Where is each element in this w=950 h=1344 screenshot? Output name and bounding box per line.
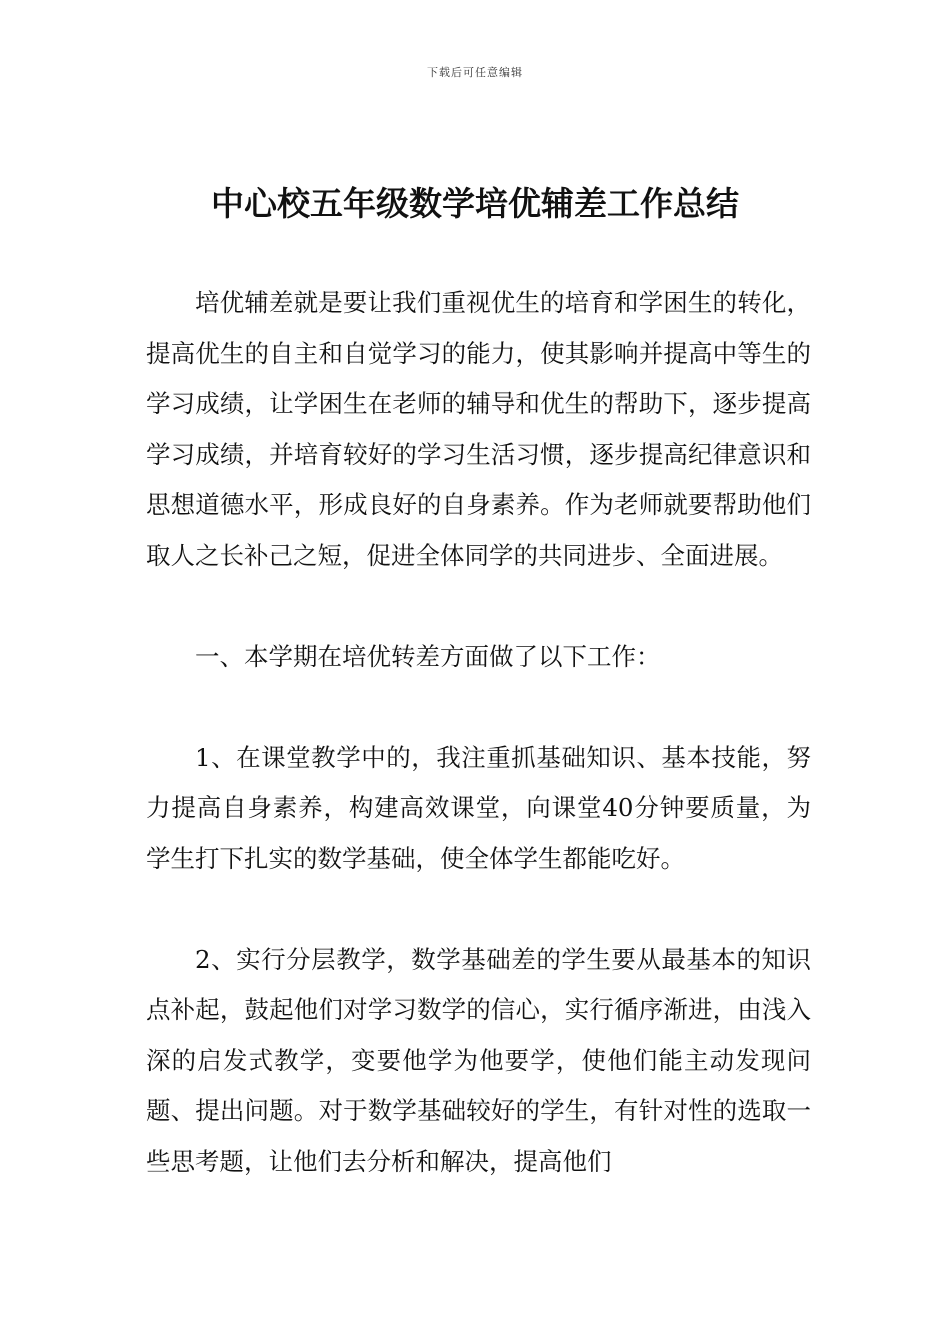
paragraph-item-2: 2、实行分层教学，数学基础差的学生要从最基本的知识点补起，鼓起他们对学习数学的信心，实行循序渐进，由浅入深的启发式教学，变要他学为他要学，使他们能主动发现问题、提出问题。对于数学基础较好的学生，有针对性的选取一些思考题，让他们去分析和解决，提高他们 <box>146 944 811 1176</box>
document-title: 中心校五年级数学培优辅差工作总结 <box>211 184 739 223</box>
page-header-note: 下载后可任意编辑 <box>427 66 523 79</box>
section-heading: 一、本学期在培优转差方面做了以下工作： <box>195 641 661 671</box>
paragraph-gap <box>146 884 811 935</box>
paragraph-item-1: 1、在课堂教学中的，我注重抓基础知识、基本技能，努力提高自身素养，构建高效课堂，向课堂40分钟要质量，为学生打下扎实的数学基础，使全体学生都能吃好。 <box>146 742 811 873</box>
paragraph-gap <box>146 581 811 632</box>
paragraph-gap <box>146 682 811 733</box>
paragraph-intro: 培优辅差就是要让我们重视优生的培育和学困生的转化，提高优生的自主和自觉学习的能力，使其影响并提高中等生的学习成绩，让学困生在老师的辅导和优生的帮助下，逐步提高学习成绩，并培育较好的学习生活习惯，逐步提高纪律意识和思想道德水平，形成良好的自身素养。作为老师就要帮助他们取人之长补己之短，促进全体同学的共同进步、全面进展。 <box>146 288 811 570</box>
document-body <box>146 278 811 1187</box>
